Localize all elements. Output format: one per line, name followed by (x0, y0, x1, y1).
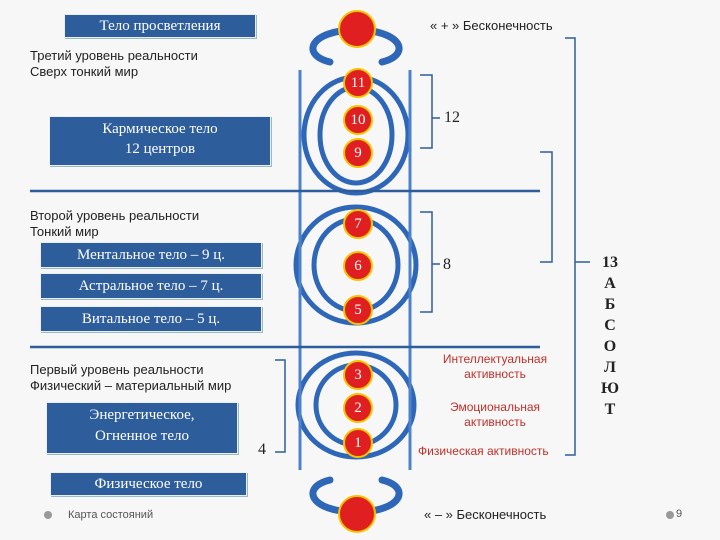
bracket-small (540, 152, 552, 262)
vital-body-box: Витальное тело – 5 ц. (40, 306, 262, 332)
bracket-total (565, 38, 575, 455)
node-1: 1 (343, 428, 373, 458)
intellectual-activity-label: Интеллектуальная активность (442, 352, 548, 381)
astral-body-box: Астральное тело – 7 ц. (40, 273, 262, 299)
node-11: 11 (343, 68, 373, 98)
middle-count-label: 8 (443, 256, 451, 273)
page-number: 9 (676, 508, 683, 520)
bracket-upper (420, 75, 432, 148)
top-infinity-node (338, 10, 376, 48)
plus-infinity-label: « + » Бесконечность (430, 18, 553, 33)
first-level-title: Первый уровень реальности Физический – материальный мир (30, 362, 232, 393)
total-vertical-label: 13 А Б С О Л Ю Т (600, 254, 619, 418)
node-6: 6 (343, 251, 373, 281)
states-map-label: Карта состояний (68, 509, 154, 521)
second-level-title: Второй уровень реальности Тонкий мир (30, 208, 200, 239)
minus-infinity-label: « – » Бесконечность (424, 507, 547, 522)
karmic-body-box: Кармическое тело 12 центров (49, 116, 271, 166)
upper-inner-ring (320, 87, 392, 183)
footer-bullet-left (44, 511, 52, 519)
upper-count-label: 12 (444, 109, 460, 126)
node-5: 5 (343, 295, 373, 325)
node-10: 10 (343, 105, 373, 135)
third-level-title: Третий уровень реальности Сверх тонкий мир (30, 48, 198, 79)
node-7: 7 (343, 209, 373, 239)
node-2: 2 (343, 393, 373, 423)
physical-activity-label: Физическая активность (418, 444, 549, 458)
lower-left-count-label: 4 (258, 441, 266, 458)
bracket-lower-left (275, 360, 285, 452)
mental-body-box: Ментальное тело – 9 ц. (40, 242, 262, 268)
enlightenment-body-box: Тело просветления (64, 14, 256, 38)
bottom-infinity-node (338, 495, 376, 533)
emotional-activity-label: Эмоциональная активность (449, 400, 541, 429)
energy-body-box: Энергетическое, Огненное тело (46, 402, 238, 454)
node-3: 3 (343, 360, 373, 390)
bracket-middle (420, 212, 432, 312)
node-9: 9 (343, 138, 373, 168)
physical-body-box: Физическое тело (50, 472, 247, 496)
footer-bullet-right (666, 511, 674, 519)
